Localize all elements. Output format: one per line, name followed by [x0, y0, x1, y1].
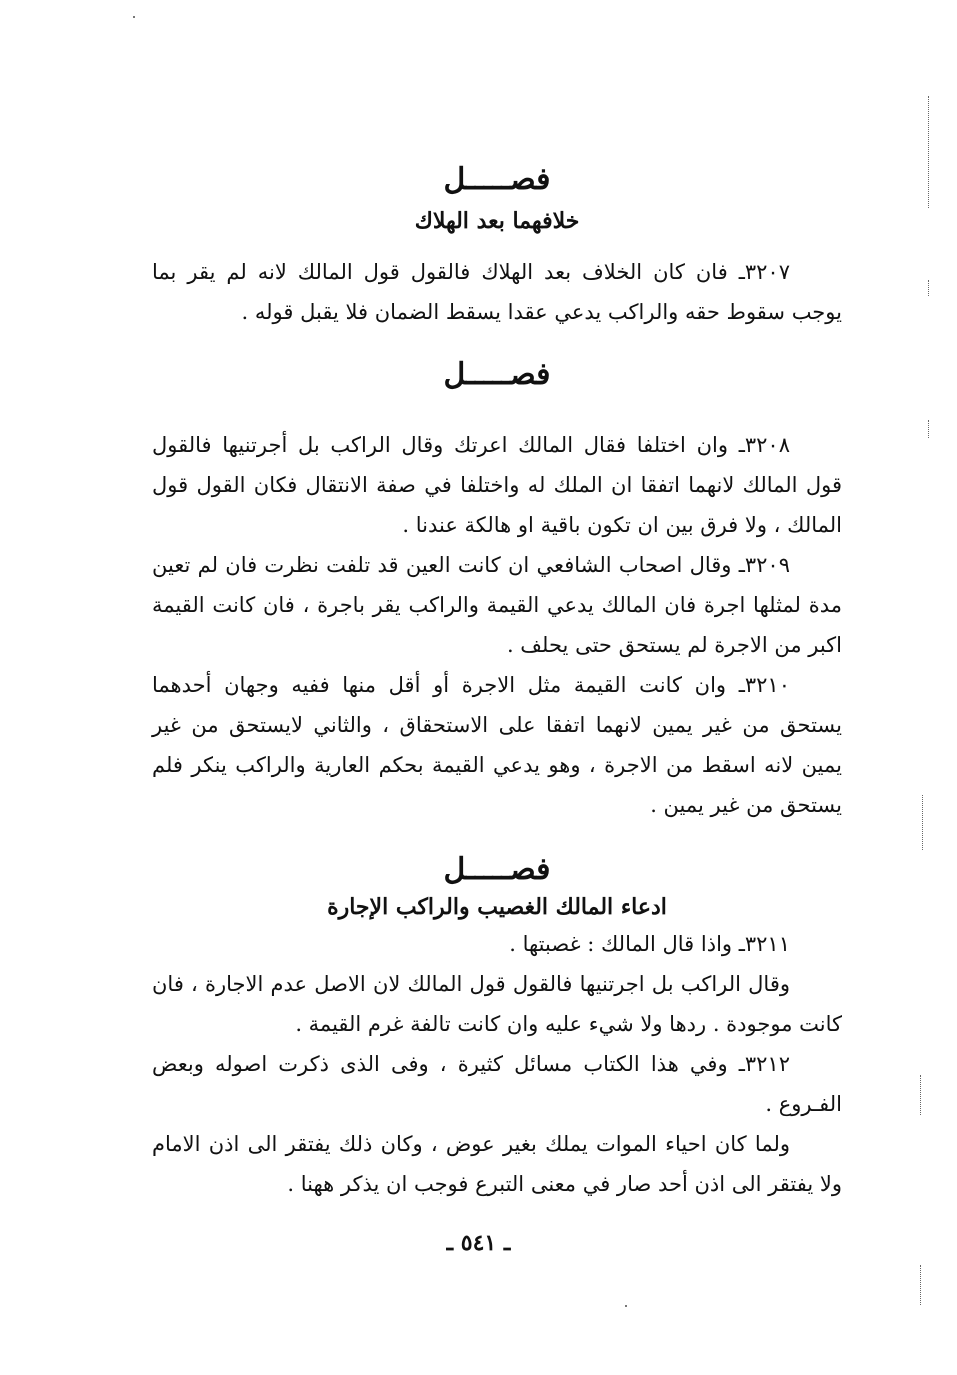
section-subheading: ادعاء المالك الغصيب والراكب الإجارة [327, 894, 667, 920]
section-heading: فصـــــل [443, 357, 551, 392]
margin-mark [928, 96, 930, 208]
section-heading: فصـــــل [443, 162, 551, 197]
paragraph-3210: ٣٢١٠ـ وان كانت القيمة مثل الاجرة أو أقل منها ففيه وجهان أحدهما يستحق من غير يمين لانهما اتفقا على الاستحقاق ، والثاني لايستحق من غير يمين لانه اسقط من الاجرة ، وهو يدعي القيمة بحكم العارية والراكب ينكر فلم يستحق من غير يمين . [152, 673, 842, 817]
margin-mark [922, 795, 924, 850]
paragraph-3211: ٣٢١١ـ واذا قال المالك : غصبتها . [509, 932, 790, 956]
margin-mark [920, 1265, 922, 1305]
page-number: ـ ٥٤١ ـ [446, 1230, 511, 1256]
margin-mark [928, 280, 930, 296]
section-subheading: خلافهما بعد الهلاك [414, 208, 580, 234]
paragraph-3207: ٣٢٠٧ـ فان كان الخلاف بعد الهلاك فالقول قول المالك لانه لم يقر بما يوجب سقوط حقه والراكب يدعي عقدا يسقط الضمان فلا يقبل قوله . [152, 260, 842, 324]
margin-mark [928, 420, 930, 438]
paragraph-closing: ولما كان احياء الموات يملك بغير عوض ، وكان ذلك يفتقر الى اذن الامام ولا يفتقر الى اذن أحد صار في معنى التبرع فوجب ان يذكر ههنا . [152, 1132, 842, 1196]
section-3 [152, 850, 842, 1204]
scan-speck [625, 1305, 627, 1307]
margin-mark [920, 1075, 922, 1115]
paragraph-3208: ٣٢٠٨ـ وان اختلفا فقال المالك اعرتك وقال الراكب بل أجرتنيها فالقول قول المالك لانهما اتفقا ان الملك له واختلفا في صفة الانتقال فكان القول قول المالك ، ولا فرق بين ان تكون باقية او هالكة عندنا . [152, 433, 842, 537]
section-1 [152, 160, 842, 332]
section-2 [152, 355, 842, 825]
scan-speck [133, 16, 135, 18]
section-heading: فصـــــل [443, 852, 551, 887]
paragraph-3209: ٣٢٠٩ـ وقال اصحاب الشافعي ان كانت العين قد تلفت نظرت فان لم تعين مدة لمثلها اجرة فان المالك يدعي القيمة والراكب يقر باجرة ، فان كانت القيمة اكبر من الاجرة لم يستحق حتى يحلف . [152, 553, 842, 657]
paragraph-3211-continued: وقال الراكب بل اجرتنيها فالقول قول المالك لان الاصل عدم الاجارة ، فان كانت موجودة . ردها ولا شيء عليه وان كانت تالفة غرم القيمة . [152, 972, 842, 1036]
paragraph-3212: ٣٢١٢ـ وفي هذا الكتاب مسائل كثيرة ، وفى الذى ذكرت اصوله وبعض الفـروع . [152, 1052, 842, 1116]
